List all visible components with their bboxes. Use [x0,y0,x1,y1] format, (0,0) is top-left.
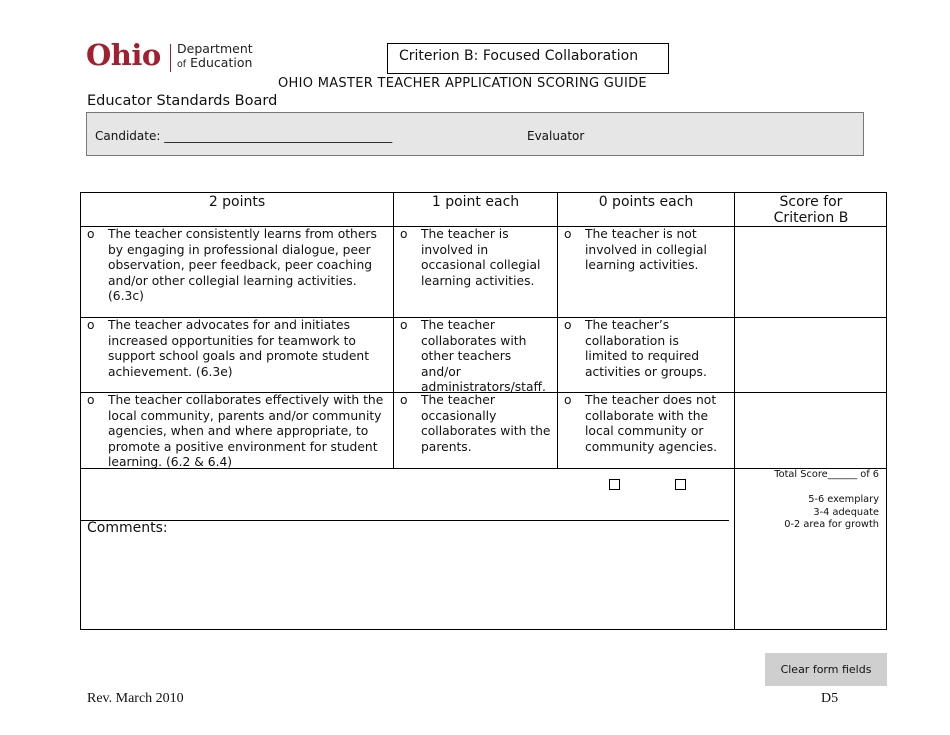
evaluator-field[interactable]: Evaluator [527,129,585,143]
scoring-table [80,192,887,630]
header-0-points: 0 points each [598,194,694,210]
page-code: D5 [821,691,839,706]
department-of-education-logo [177,42,253,72]
row3-0pt: o The teacher does not collaborate with the local community or community agencies. [564,393,718,454]
row1-0pt: o The teacher is not involved in collegial learning activities. [564,227,707,272]
ohio-logo: Ohio [86,38,161,72]
clear-form-button[interactable]: Clear form fields [765,653,887,686]
logo-dept-line1: Department [177,41,253,56]
row2-0pt: o The teacher’s collaboration is limited to required activities or groups. [564,318,707,379]
header-2-points: 2 points [208,194,266,210]
row2-2pt: o The teacher advocates for and initiates increased opportunities for teamwork to support school goals and promote student achievement. (6.3e) [87,318,370,379]
row3-1pt: o The teacher occasionally collaborates with the parents. [400,393,551,454]
comments-label: Comments: [87,520,168,536]
scale-growth: 0-2 area for growth [784,519,879,530]
row1-2pt: o The teacher consistently learns from others by engaging in professional dialogue, peer observation, peer feedback, peer coaching and/or other collegial learning activities. (6.3c) [87,227,377,303]
checkbox-1[interactable] [609,479,620,490]
guide-title: OHIO MASTER TEACHER APPLICATION SCORING GUIDE [278,76,647,91]
checkbox-2[interactable] [675,479,686,490]
header-score: Score for Criterion B [773,194,849,226]
logo-dept-line2: of Education [177,55,253,70]
candidate-field[interactable]: Candidate: ______________________________________ [95,129,393,143]
scale-adequate: 3-4 adequate [813,507,879,518]
board-name: Educator Standards Board [87,93,278,109]
total-score: Total Score______ of 6 [774,469,879,480]
revision-date: Rev. March 2010 [87,691,184,706]
logo-divider [170,44,171,72]
row1-1pt: o The teacher is involved in occasional collegial learning activities. [400,227,541,288]
header-1-point: 1 point each [431,194,520,210]
scale-exemplary: 5-6 exemplary [808,494,879,505]
criterion-title: Criterion B: Focused Collaboration [387,43,669,74]
row3-2pt: o The teacher collaborates effectively with the local community, parents and/or community agencies, when and where appropriate, to promote a positive environment for student learning. (6.2 & 6.4) [87,393,384,469]
row2-1pt: o The teacher collaborates with other teachers and/or administrators/staff. [400,318,546,394]
